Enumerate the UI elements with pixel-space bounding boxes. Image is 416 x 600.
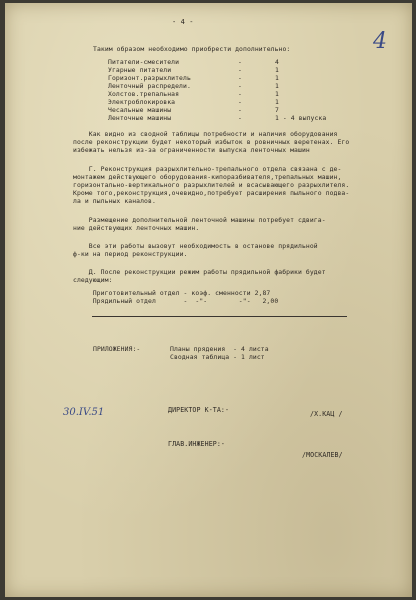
engineer-name: /МОСКАЛЕВ/ — [302, 451, 343, 459]
document-page: - 4 - 4 Таким образом необходимо приобрести дополнительно: Питатели-смесители - 4 Угарные питатели - 1 Горизонт.разрыхлитель - 1 Ленточный распредели. - 1 Холстов.трепальная - 1 Электроблокировка - 1 Чесальные машины - 7 Ленточные машины - 1 - 4 выпуска Как видно из сводной таблицы потребности и наличия оборудования после реконструкции будет некоторый избыток в ровничных веретенах. Его избежать нельзя из-за ограниченности выпуска ленточных машин Г. Реконструкция разрыхлительно-трепального отдела связана с де- монтажем действующего оборудования-кипоразбивателя,трепальных машин, горизонтально-вертикального разрыхлителей и всасывающего разрыхлителя. Кроме того,реконструкция,очевидно,потребует расширения пыльного подва- ла и пыльных каналов. Размещение дополнительной ленточной машины потребует сдвига- ние действующих ленточных машин. Все эти работы вызовут необходимость в останове прядильной ф-ки на период реконструкции. Д. После реконструкции режим работы прядильной фабрики будет следующим: Приготовительный отдел - коэф. сменности 2,87 Прядильный отдел - -"- -"- 2,00 ПРИЛОЖЕНИЯ:- Планы прядения - 4 листа Сводная таблица - 1 лист 30.IV.51 ДИРЕКТОР К-ТА:- /Х.КАЦ / ГЛАВ.ИНЖЕНЕР:- /МОСКАЛЕВ/ — [5, 3, 412, 597]
intro-line: Таким образом необходимо приобрести дополнительно: — [93, 45, 291, 53]
attachment-item: Планы прядения - 4 листа — [170, 345, 269, 353]
attachment-item: Сводная таблица - 1 лист — [170, 353, 265, 361]
page-number: - 4 - — [172, 18, 194, 26]
director-name: /Х.КАЦ / — [310, 410, 343, 418]
shift-row: Прядильный отдел - -"- -"- 2,00 — [73, 297, 279, 305]
handwritten-date: 30.IV.51 — [63, 407, 105, 418]
shift-underline — [92, 316, 347, 317]
director-title: ДИРЕКТОР К-ТА:- — [168, 406, 230, 414]
attachments-label: ПРИЛОЖЕНИЯ:- — [93, 345, 141, 353]
engineer-title: ГЛАВ.ИНЖЕНЕР:- — [168, 440, 225, 448]
shift-row: Приготовительный отдел - коэф. сменности 2,87 — [73, 289, 271, 297]
handwritten-sheet-number: 4 — [373, 29, 387, 54]
